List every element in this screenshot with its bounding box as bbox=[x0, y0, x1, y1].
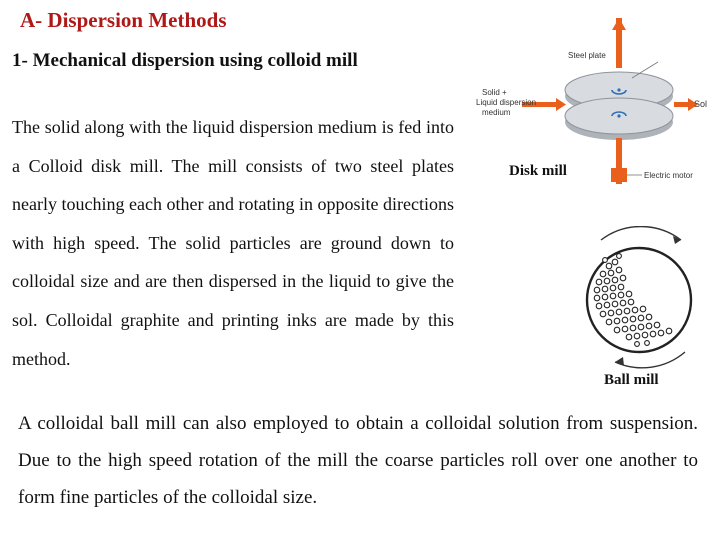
motor-block bbox=[611, 168, 627, 182]
ball-mill-caption: Ball mill bbox=[604, 372, 659, 388]
steel-plate-label: Steel plate bbox=[568, 51, 606, 60]
motor-label: Electric motor bbox=[644, 171, 693, 180]
input-label-2: Liquid dispersion bbox=[476, 98, 537, 107]
ball-mill-diagram bbox=[575, 226, 705, 372]
input-label-1: Solid + bbox=[482, 88, 507, 97]
disk-mill-diagram bbox=[462, 10, 720, 190]
disk-mill-caption: Disk mill bbox=[509, 163, 567, 179]
section-subtitle: 1- Mechanical dispersion using colloid mill bbox=[12, 50, 358, 71]
paragraph-ball-mill: A colloidal ball mill can also employed to obtain a colloidal solution from suspension. Due to the high speed rotation of the mill the coarse particles roll over one another to form fine particles of the colloidal size. bbox=[18, 413, 698, 508]
output-label: Sol bbox=[694, 99, 708, 109]
bottom-rotation-arrow bbox=[615, 352, 685, 368]
input-label-3: medium bbox=[482, 108, 511, 117]
section-title: A- Dispersion Methods bbox=[20, 8, 227, 32]
paragraph-disk-mill: The solid along with the liquid dispersion medium is fed into a Colloid disk mill. The mill consists of two steel plates nearly touching each other and rotating in opposite directions with high speed. The solid particles are ground down to colloidal size and are then dispersed in the liquid to give the sol. Colloidal graphite and printing inks are made by this method. bbox=[12, 117, 454, 369]
shaft-top-arrowhead bbox=[612, 18, 626, 30]
output-arrow bbox=[674, 102, 688, 107]
top-rotation-arrow bbox=[601, 226, 681, 240]
